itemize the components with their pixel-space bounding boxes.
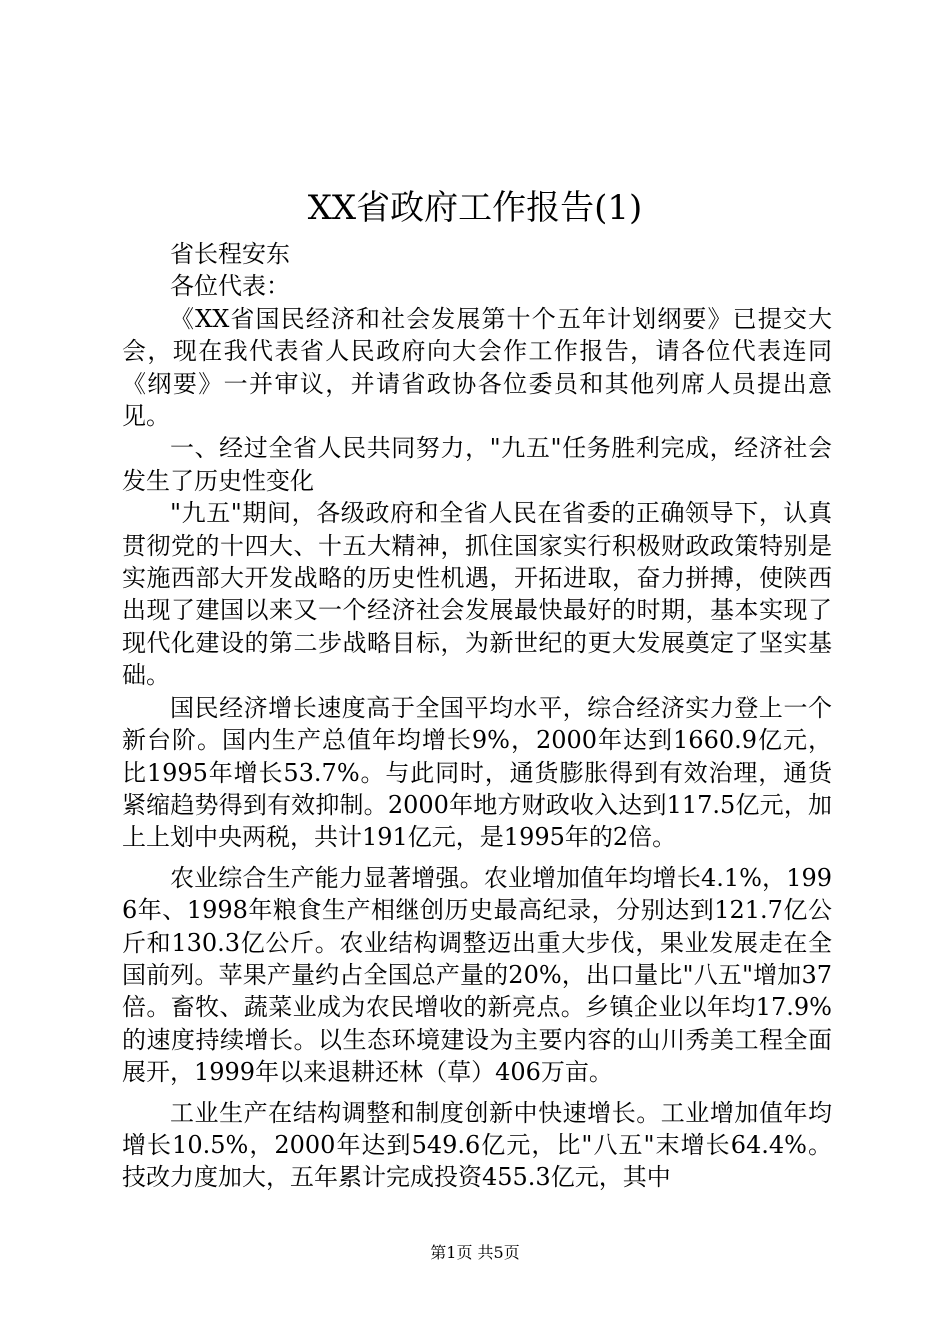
page-title: XX省政府工作报告(1)	[307, 188, 643, 228]
paragraph-agriculture: 农业综合生产能力显著增强。农业增加值年均增长4.1%，1996年、1998年粮食生产相继创历史最高纪录，分别达到121.7亿公斤和130.3亿公斤。农业结构调整迈出重大步伐，果业发展走在全国前列。苹果产量约占全国总产量的20%，出口量比"八五"增加37倍。畜牧、蔬菜业成为农民增收的新亮点。乡镇企业以年均17.9%的速度持续增长。以生态环境建设为主要内容的山川秀美工程全面展开，1999年以来退耕还林（草）406万亩。	[122, 863, 832, 1087]
section-heading-1: 一、经过全省人民共同努力，"九五"任务胜利完成，经济社会发生了历史性变化	[122, 434, 832, 495]
document-body	[122, 238, 832, 1194]
paragraph-economy: 国民经济增长速度高于全国平均水平，综合经济实力登上一个新台阶。国内生产总值年均增长9%，2000年达到1660.9亿元，比1995年增长53.7%。与此同时，通货膨胀得到有效治理，通货紧缩趋势得到有效抑制。2000年地方财政收入达到117.5亿元，加上上划中央两税，共计191亿元，是1995年的2倍。	[122, 693, 832, 852]
page-footer: 第1页 共5页	[430, 1243, 520, 1262]
author-line: 省长程安东	[170, 240, 290, 268]
paragraph-industry: 工业生产在结构调整和制度创新中快速增长。工业增加值年均增长10.5%，2000年达到549.6亿元，比"八五"末增长64.4%。技改力度加大，五年累计完成投资455.3亿元，其中	[122, 1098, 832, 1192]
salutation: 各位代表：	[170, 272, 290, 301]
paragraph-intro: 《XX省国民经济和社会发展第十个五年计划纲要》已提交大会，现在我代表省人民政府向大会作工作报告，请各位代表连同《纲要》一并审议，并请省政协各位委员和其他列席人员提出意见。	[122, 304, 832, 431]
paragraph-overview: "九五"期间，各级政府和全省人民在省委的正确领导下，认真贯彻党的十四大、十五大精神，抓住国家实行积极财政政策特别是实施西部大开发战略的历史性机遇，开拓进取，奋力拼搏，使陕西出现了建国以来又一个经济社会发展最快最好的时期，基本实现了现代化建设的第二步战略目标，为新世纪的更大发展奠定了坚实基础。	[122, 499, 832, 690]
